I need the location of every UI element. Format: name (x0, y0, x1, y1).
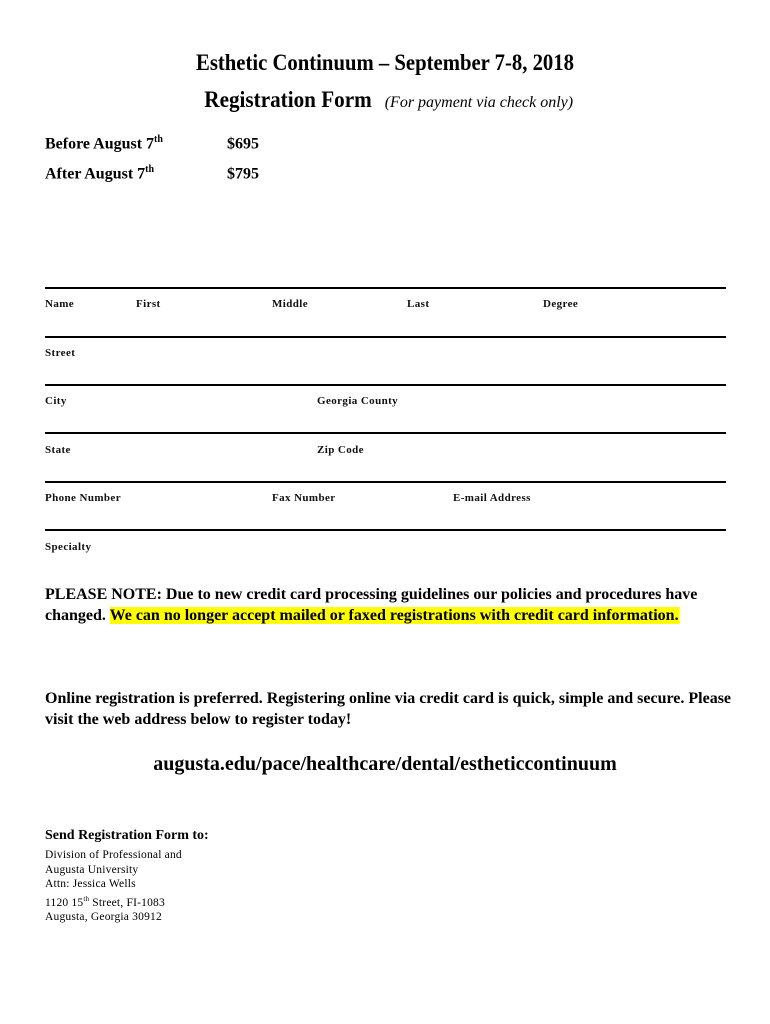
zip-label: Zip Code (317, 444, 364, 456)
last-name-label: Last (407, 298, 430, 310)
price-value: $795 (227, 165, 259, 183)
address-line: Attn: Jessica Wells (45, 878, 136, 891)
specialty-label: Specialty (45, 541, 92, 553)
address-line: Augusta University (45, 863, 139, 876)
state-label: State (45, 444, 71, 456)
fax-label: Fax Number (272, 492, 336, 504)
registration-url[interactable]: augusta.edu/pace/healthcare/dental/estheticcontinuum (153, 753, 617, 775)
subtitle-main: Registration Form (204, 87, 372, 112)
form-divider (45, 432, 726, 434)
form-divider (45, 529, 726, 531)
mailing-address (45, 848, 182, 925)
county-label: Georgia County (317, 395, 399, 407)
price-value: $695 (227, 135, 259, 153)
price-label: After August 7th (45, 164, 155, 183)
first-name-label: First (136, 298, 161, 310)
city-label: City (45, 395, 67, 407)
middle-name-label: Middle (272, 298, 309, 310)
online-paragraph: Online registration is preferred. Registering online via credit card is quick, simple and secure. Please visit the web address below to register today! (45, 690, 732, 728)
price-label: Before August 7th (45, 134, 163, 153)
email-label: E-mail Address (453, 492, 531, 504)
phone-label: Phone Number (45, 492, 121, 504)
form-divider (45, 287, 726, 289)
page-subtitle (0, 85, 770, 118)
address-line: Augusta, Georgia 30912 (45, 911, 162, 924)
name-label: Name (45, 298, 75, 310)
price-row-after (45, 164, 259, 183)
notice-text: PLEASE NOTE: Due to new credit card processing guidelines our policies and procedures have changed. (45, 586, 698, 624)
form-divider (45, 384, 726, 386)
price-row-before (45, 134, 259, 153)
degree-label: Degree (543, 298, 579, 310)
form-divider (45, 336, 726, 338)
notice-paragraph (45, 584, 735, 626)
address-line: Division of Professional and (45, 849, 182, 861)
form-divider (45, 481, 726, 483)
notice-highlight: We can no longer accept mailed or faxed registrations with credit card information. (109, 607, 679, 624)
send-title: Send Registration Form to: (45, 828, 209, 843)
page-title: Esthetic Continuum – September 7-8, 2018 (196, 50, 574, 75)
subtitle-note: (For payment via check only) (384, 94, 574, 111)
address-line: 1120 15th Street, FI-1083 (45, 894, 165, 909)
street-label: Street (45, 347, 76, 359)
